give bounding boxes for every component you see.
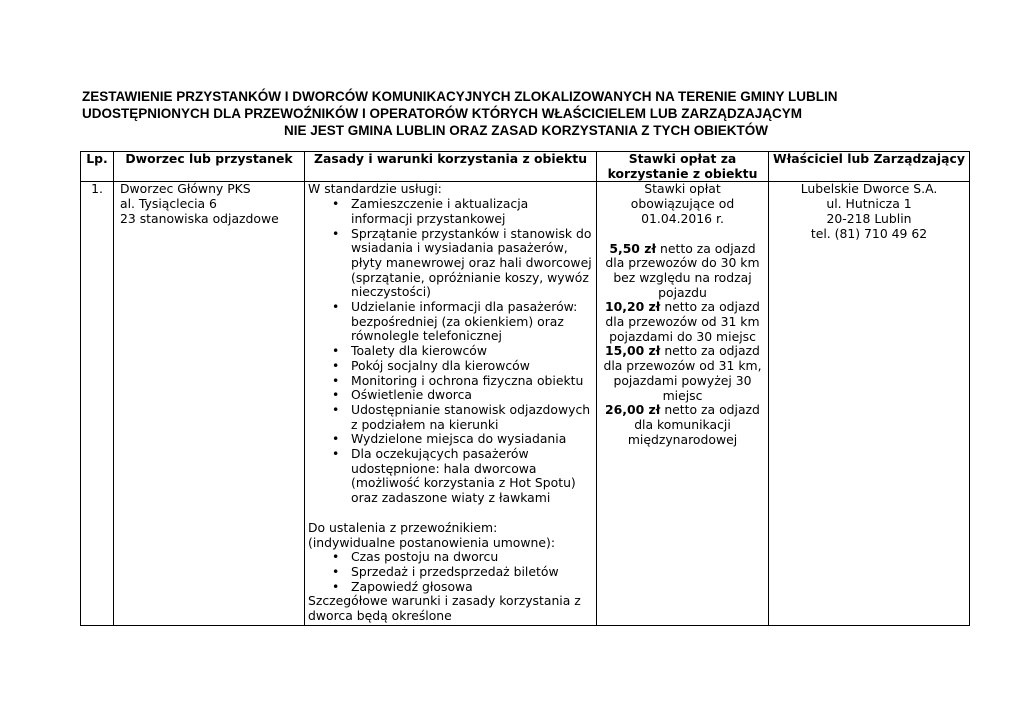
row-owner <box>769 182 970 626</box>
stations-table <box>80 151 970 626</box>
list-item: • Udostępnianie stanowisk odjazdowych z podziałem na kierunki <box>351 403 593 432</box>
header-lp: Lp. <box>81 152 114 182</box>
list-item: • Sprzątanie przystanków i stanowisk do wsiadania i wysiadania pasażerów, płyty manewrowej oraz hali dworcowej (sprzątanie, opróżnianie koszy, wywóz nieczystości) <box>351 227 593 301</box>
owner-line: 20-218 Lublin <box>826 210 912 226</box>
station-line: al. Tysiąclecia 6 <box>120 196 217 212</box>
fee-item <box>600 403 765 447</box>
fee-item <box>600 242 765 301</box>
document-title <box>82 88 962 139</box>
fee-text: netto za odjazd dla przewozów do 30 km bez względu na rodzaj pojazdu <box>605 240 760 300</box>
fee-amount: 26,00 zł <box>605 402 661 418</box>
station-line: Dworzec Główny PKS <box>120 181 251 197</box>
header-rules: Zasady i warunki korzystania z obiektu <box>305 152 597 182</box>
header-owner: Właściciel lub Zarządzający <box>769 152 970 182</box>
table-row <box>81 182 970 626</box>
fee-item <box>600 344 765 403</box>
list-item: • Pokój socjalny dla kierowców <box>351 359 593 374</box>
list-item: • Zapowiedź głosowa <box>351 580 593 595</box>
rules-intro: W standardzie usługi: <box>308 182 442 197</box>
agreement-sub: (indywidualne postanowienia umowne): <box>308 534 556 550</box>
standard-services-list <box>308 197 593 506</box>
title-line: NIE JEST GMINA LUBLIN ORAZ ZASAD KORZYSTANIA Z TYCH OBIEKTÓW <box>284 123 768 138</box>
header-station: Dworzec lub przystanek <box>114 152 305 182</box>
row-station <box>114 182 305 626</box>
fee-item <box>600 300 765 344</box>
fee-text: netto za odjazd dla przewozów od 31 km pojazdami do 30 miejsc <box>605 299 760 344</box>
header-fees: Stawki opłat za korzystanie z obiektu <box>597 152 769 182</box>
fees-intro: Stawki opłat obowiązujące od 01.04.2016 r. <box>630 181 735 226</box>
agreement-intro: Do ustalenia z przewoźnikiem: <box>308 519 498 535</box>
list-item: • Monitoring i ochrona fizyczna obiektu <box>351 374 593 389</box>
owner-line: tel. (81) 710 49 62 <box>810 225 928 241</box>
list-item: • Wydzielone miejsca do wysiadania <box>351 432 593 447</box>
title-line: UDOSTĘPNIONYCH DLA PRZEWOŹNIKÓW I OPERATORÓW KTÓRYCH WŁAŚCICIELEM LUB ZARZĄDZAJĄCYM <box>82 106 802 121</box>
fee-amount: 10,20 zł <box>605 299 661 315</box>
rules-closing: Szczegółowe warunki i zasady korzystania z dworca będą określone <box>308 593 581 624</box>
list-item: • Zamieszczenie i aktualizacja informacji przystankowej <box>351 197 593 226</box>
owner-line: Lubelskie Dworce S.A. <box>800 181 938 197</box>
row-rules <box>305 182 597 626</box>
list-item: • Oświetlenie dworca <box>351 388 593 403</box>
fee-text: netto za odjazd dla komunikacji międzynarodowej <box>627 402 760 447</box>
agreement-list <box>308 550 593 594</box>
owner-line: ul. Hutnicza 1 <box>826 196 912 212</box>
fee-text: netto za odjazd dla przewozów od 31 km, pojazdami powyżej 30 miejsc <box>603 343 762 403</box>
list-item: • Dla oczekujących pasażerów udostępnione: hala dworcowa (możliwość korzystania z Hot Spotu) oraz zadaszone wiaty z ławkami <box>351 447 593 506</box>
row-fees <box>597 182 769 626</box>
fee-amount: 15,00 zł <box>605 343 661 359</box>
list-item: • Sprzedaż i przedsprzedaż biletów <box>351 565 593 580</box>
row-lp: 1. <box>81 182 114 626</box>
list-item: • Czas postoju na dworcu <box>351 550 593 565</box>
fee-amount: 5,50 zł <box>609 240 657 256</box>
table-header-row <box>81 152 970 182</box>
list-item: • Toalety dla kierowców <box>351 344 593 359</box>
station-line: 23 stanowiska odjazdowe <box>120 210 279 226</box>
title-line: ZESTAWIENIE PRZYSTANKÓW I DWORCÓW KOMUNIKACYJNYCH ZLOKALIZOWANYCH NA TERENIE GMINY LUBLIN <box>82 89 838 104</box>
list-item: • Udzielanie informacji dla pasażerów: bezpośredniej (za okienkiem) oraz równolegle telefonicznej <box>351 300 593 344</box>
